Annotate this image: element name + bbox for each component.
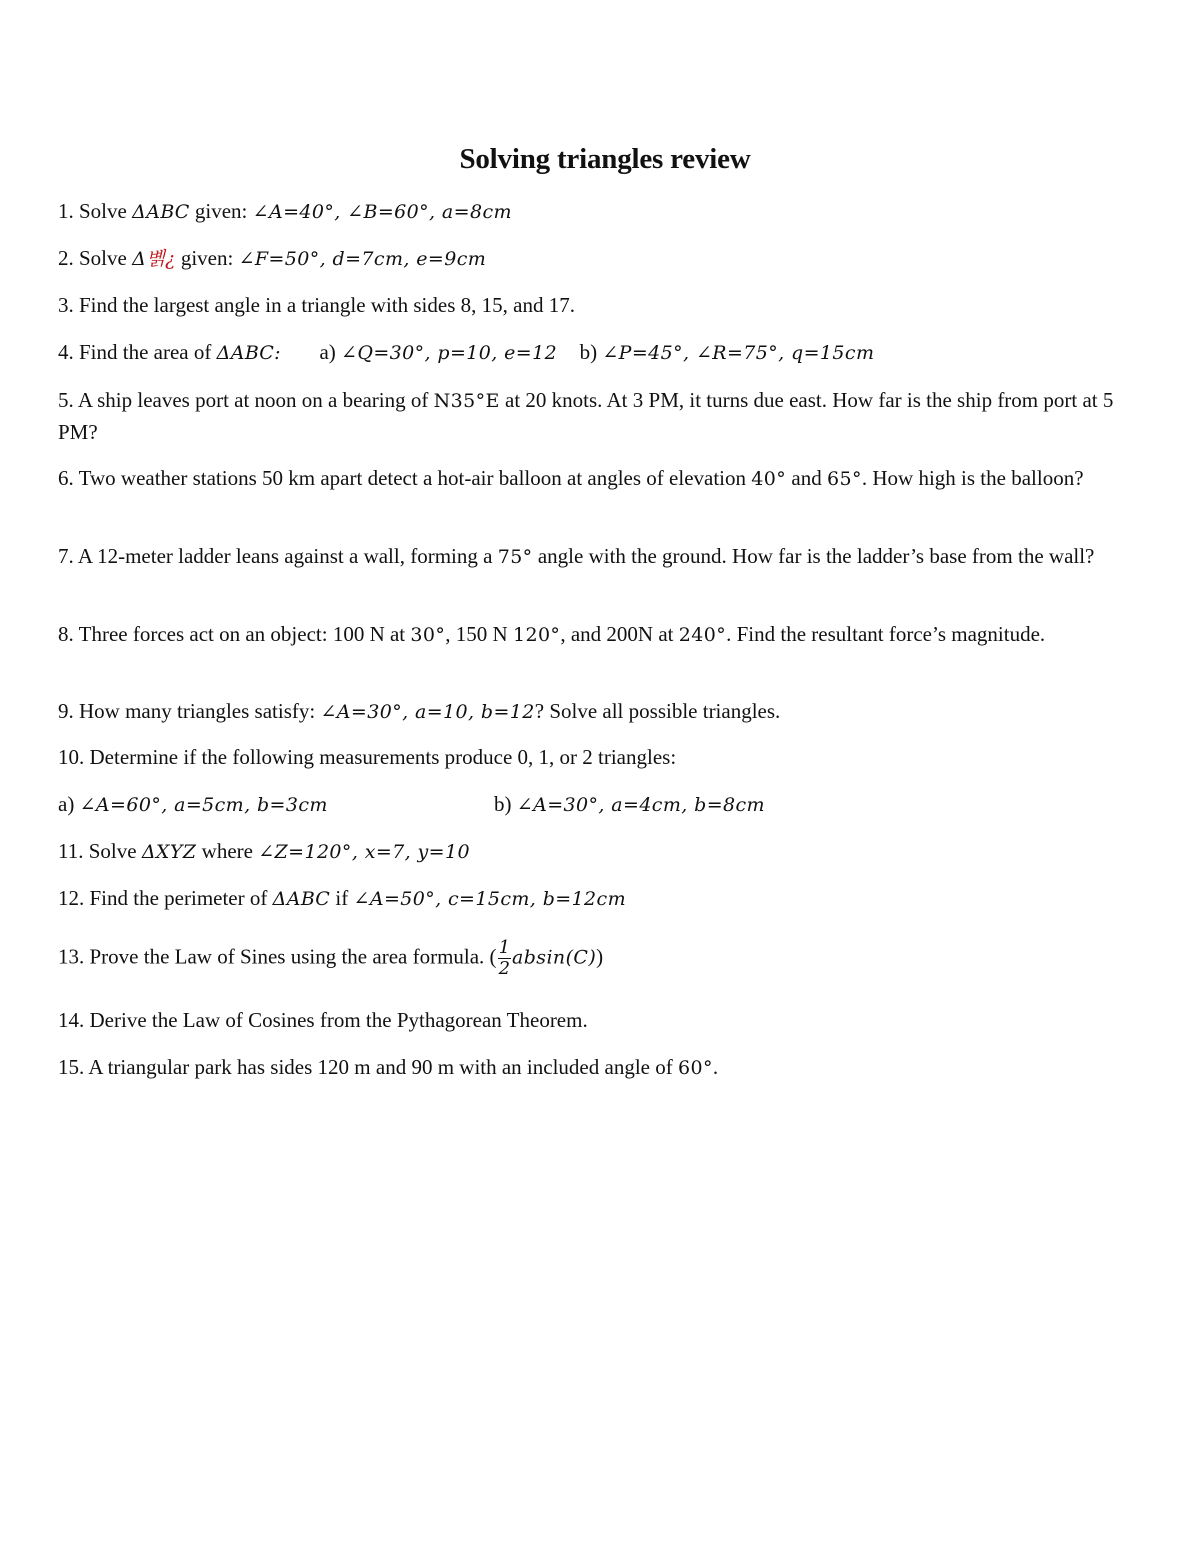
q11-lead: 11. Solve — [58, 839, 142, 863]
q11-triangle: Δ𝑋𝑌𝑍 — [141, 841, 197, 863]
q13-expression: 𝑎𝑏𝑠𝑖𝑛(𝐶) — [512, 946, 597, 969]
q8-angle-2: 120° — [512, 624, 561, 646]
q6-pre: 6. Two weather stations 50 km apart detect a hot-air balloon at angles of elevation — [58, 466, 752, 490]
question-11 — [58, 836, 1158, 868]
q10-part-a-label: a) — [58, 792, 80, 816]
q13-denominator: 2 — [498, 958, 511, 979]
q10-part-b — [494, 789, 765, 821]
question-7 — [58, 541, 1158, 573]
q1-lead: 1. Solve — [58, 199, 133, 223]
question-8 — [58, 619, 1158, 651]
q6-angle-1: 40° — [751, 468, 787, 490]
q8-angle-3: 240° — [678, 624, 727, 646]
q6-post: . How high is the balloon? — [861, 466, 1084, 490]
question-15 — [58, 1052, 1158, 1084]
q6-mid: and — [786, 466, 827, 490]
q8-p2: , 150 N — [445, 622, 513, 646]
question-4 — [58, 337, 1158, 369]
q9-lead: 9. How many triangles satisfy: — [58, 699, 321, 723]
q15-post: . — [712, 1055, 719, 1079]
q12-math: ∠𝐴=50°, 𝑐=15𝑐𝑚, 𝑏=12𝑐𝑚 — [353, 888, 627, 910]
question-14: 14. Derive the Law of Cosines from the Pythagorean Theorem. — [58, 1008, 588, 1032]
q12-if: if — [330, 886, 354, 910]
q2-math: ∠𝐹=50°, 𝑑=7𝑐𝑚, 𝑒=9𝑐𝑚 — [238, 248, 487, 270]
q13-lead: 13. Prove the Law of Sines using the area formula. ( — [58, 944, 497, 969]
q10-part-a-math: ∠𝐴=60°, 𝑎=5𝑐𝑚, 𝑏=3𝑐𝑚 — [79, 794, 328, 816]
question-10: 10. Determine if the following measurements produce 0, 1, or 2 triangles: — [58, 745, 677, 769]
q2-triangle: Δ — [132, 248, 147, 270]
q8-p3: , and 200N at — [560, 622, 679, 646]
q4-part-b-label: b) — [579, 340, 603, 364]
q2-given: given: — [175, 246, 239, 270]
q15-angle: 60° — [677, 1057, 713, 1079]
q1-math: ∠𝐴=40°, ∠𝐵=60°, 𝑎=8𝑐𝑚 — [252, 201, 512, 223]
q4-part-b-math: ∠𝑃=45°, ∠𝑅=75°, 𝑞=15𝑐𝑚 — [602, 342, 875, 364]
q7-post: angle with the ground. How far is the ladder’s base from the wall? — [532, 544, 1095, 568]
q1-triangle: Δ𝐴𝐵𝐶 — [132, 201, 190, 223]
q7-angle: 75° — [497, 546, 533, 568]
q12-triangle: Δ𝐴𝐵𝐶 — [272, 888, 331, 910]
q10-part-b-label: b) — [494, 792, 517, 816]
q5-post: at 20 knots. At 3 PM, it turns due east. How far is the ship from port at 5 PM? — [58, 388, 1114, 444]
question-12 — [58, 883, 1158, 915]
question-6 — [58, 463, 1158, 495]
q13-fraction — [498, 938, 511, 979]
q1-given: given: — [189, 199, 253, 223]
q2-garbled-glyph: 볡¿ — [146, 248, 176, 270]
question-2 — [58, 243, 1158, 275]
q5-bearing: N35°E — [433, 390, 500, 412]
q11-where: where — [196, 839, 259, 863]
q7-pre: 7. A 12-meter ladder leans against a wall, forming a — [58, 544, 498, 568]
q9-post: ? Solve all possible triangles. — [534, 699, 781, 723]
question-10-parts — [58, 789, 1158, 821]
q2-lead: 2. Solve — [58, 246, 133, 270]
q4-lead: 4. Find the area of — [58, 340, 217, 364]
q5-pre: 5. A ship leaves port at noon on a bearing of — [58, 388, 434, 412]
q6-angle-2: 65° — [826, 468, 862, 490]
q4-triangle: Δ𝐴𝐵𝐶: — [216, 342, 281, 364]
page-title: Solving triangles review — [459, 143, 751, 175]
question-13 — [58, 938, 1158, 979]
question-9 — [58, 696, 1158, 728]
q11-math: ∠𝑍=120°, 𝑥=7, 𝑦=10 — [258, 841, 470, 863]
q13-numerator: 1 — [498, 937, 511, 958]
q13-close: ) — [596, 944, 604, 969]
question-5 — [58, 385, 1158, 448]
question-3: 3. Find the largest angle in a triangle with sides 8, 15, and 17. — [58, 293, 575, 317]
q4-part-a-math: ∠𝑄=30°, 𝑝=10, 𝑒=12 — [341, 342, 558, 364]
q8-angle-1: 30° — [410, 624, 446, 646]
q15-pre: 15. A triangular park has sides 120 m and 90 m with an included angle of — [58, 1055, 678, 1079]
question-1 — [58, 196, 1158, 228]
q8-post: . Find the resultant force’s magnitude. — [726, 622, 1046, 646]
q9-math: ∠𝐴=30°, 𝑎=10, 𝑏=12 — [320, 701, 535, 723]
q10-part-b-math: ∠𝐴=30°, 𝑎=4𝑐𝑚, 𝑏=8𝑐𝑚 — [516, 794, 765, 816]
q4-part-a-label: a) — [319, 340, 342, 364]
q8-pre: 8. Three forces act on an object: 100 N at — [58, 622, 411, 646]
q12-lead: 12. Find the perimeter of — [58, 886, 273, 910]
